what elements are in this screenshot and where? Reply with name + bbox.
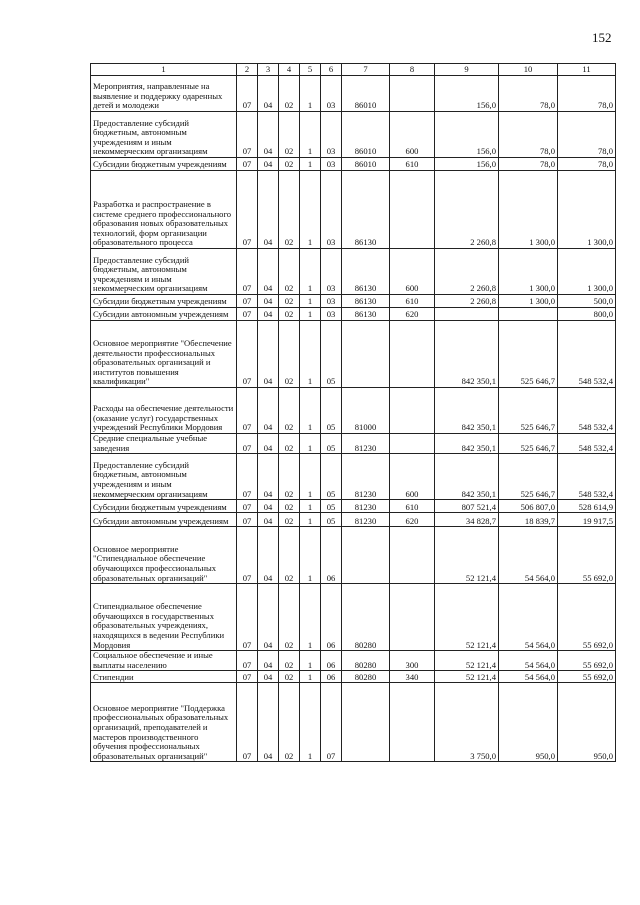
cell-col-7: 86010 <box>342 158 390 171</box>
table-body <box>91 76 616 762</box>
cell-col-10: 950,0 <box>499 683 558 762</box>
cell-col-5: 1 <box>300 112 321 158</box>
cell-col-11: 528 614,9 <box>558 500 616 513</box>
cell-col-11: 800,0 <box>558 308 616 321</box>
cell-col-7: 86010 <box>342 112 390 158</box>
cell-col-4: 02 <box>279 683 300 762</box>
cell-col-5: 1 <box>300 388 321 434</box>
cell-col-6: 06 <box>321 671 342 683</box>
cell-col-5: 1 <box>300 683 321 762</box>
cell-col-3: 04 <box>258 454 279 500</box>
cell-col-10: 1 300,0 <box>499 171 558 249</box>
row-name-cell: Мероприятия, направленные на выявление и поддержку одаренных детей и молодежи <box>91 76 237 112</box>
cell-col-3: 04 <box>258 683 279 762</box>
cell-col-2: 07 <box>237 500 258 513</box>
cell-col-3: 04 <box>258 388 279 434</box>
cell-col-8: 610 <box>390 295 435 308</box>
cell-col-2: 07 <box>237 249 258 295</box>
cell-col-7 <box>342 321 390 388</box>
cell-col-3: 04 <box>258 76 279 112</box>
cell-col-6: 06 <box>321 527 342 584</box>
cell-col-3: 04 <box>258 500 279 513</box>
table-row <box>91 651 616 671</box>
row-name-cell: Средние специальные учебные заведения <box>91 434 237 454</box>
cell-col-11: 1 300,0 <box>558 249 616 295</box>
cell-col-2: 07 <box>237 321 258 388</box>
cell-col-6: 03 <box>321 249 342 295</box>
cell-col-7: 81230 <box>342 500 390 513</box>
cell-col-10: 525 646,7 <box>499 454 558 500</box>
row-name-cell: Субсидии автономным учреждениям <box>91 308 237 321</box>
cell-col-4: 02 <box>279 454 300 500</box>
row-name-cell: Расходы на обеспечение деятельности (оказание услуг) государственных учреждений Республики Мордовия <box>91 388 237 434</box>
cell-col-5: 1 <box>300 513 321 527</box>
cell-col-10: 54 564,0 <box>499 584 558 651</box>
cell-col-2: 07 <box>237 584 258 651</box>
cell-col-2: 07 <box>237 454 258 500</box>
cell-col-3: 04 <box>258 308 279 321</box>
cell-col-10: 1 300,0 <box>499 295 558 308</box>
cell-col-4: 02 <box>279 527 300 584</box>
cell-col-2: 07 <box>237 76 258 112</box>
cell-col-11: 55 692,0 <box>558 584 616 651</box>
cell-col-7: 81230 <box>342 513 390 527</box>
cell-col-4: 02 <box>279 158 300 171</box>
cell-col-11: 78,0 <box>558 112 616 158</box>
cell-col-10: 525 646,7 <box>499 321 558 388</box>
cell-col-7: 86130 <box>342 171 390 249</box>
cell-col-3: 04 <box>258 584 279 651</box>
cell-col-7: 86130 <box>342 249 390 295</box>
row-name-cell: Субсидии бюджетным учреждениям <box>91 500 237 513</box>
cell-col-5: 1 <box>300 500 321 513</box>
table-header <box>91 64 616 76</box>
row-name-cell: Основное мероприятие "Обеспечение деятельности профессиональных образовательных организаций и институтов повышения квалификации" <box>91 321 237 388</box>
cell-col-7: 86130 <box>342 308 390 321</box>
table-row <box>91 388 616 434</box>
cell-col-8: 600 <box>390 112 435 158</box>
cell-col-2: 07 <box>237 171 258 249</box>
cell-col-8 <box>390 388 435 434</box>
cell-col-3: 04 <box>258 295 279 308</box>
budget-table <box>90 63 616 762</box>
cell-col-8: 610 <box>390 158 435 171</box>
cell-col-9: 156,0 <box>435 158 499 171</box>
cell-col-10: 525 646,7 <box>499 388 558 434</box>
row-name-cell: Разработка и распространение в системе среднего профессионального образования новых образовательных технологий, форм организации образовательного процесса <box>91 171 237 249</box>
table-row <box>91 500 616 513</box>
cell-col-5: 1 <box>300 308 321 321</box>
cell-col-4: 02 <box>279 513 300 527</box>
cell-col-2: 07 <box>237 112 258 158</box>
row-name-cell: Стипендии <box>91 671 237 683</box>
cell-col-6: 03 <box>321 112 342 158</box>
cell-col-7: 86010 <box>342 76 390 112</box>
cell-col-8: 300 <box>390 651 435 671</box>
table-row <box>91 683 616 762</box>
table-row <box>91 454 616 500</box>
cell-col-9: 807 521,4 <box>435 500 499 513</box>
cell-col-5: 1 <box>300 158 321 171</box>
cell-col-2: 07 <box>237 308 258 321</box>
cell-col-6: 06 <box>321 651 342 671</box>
column-header-5: 5 <box>300 64 321 76</box>
column-header-1: 1 <box>91 64 237 76</box>
cell-col-8: 620 <box>390 513 435 527</box>
cell-col-6: 07 <box>321 683 342 762</box>
cell-col-5: 1 <box>300 295 321 308</box>
cell-col-2: 07 <box>237 434 258 454</box>
cell-col-9 <box>435 308 499 321</box>
cell-col-7: 80280 <box>342 584 390 651</box>
cell-col-8 <box>390 683 435 762</box>
cell-col-7: 81000 <box>342 388 390 434</box>
cell-col-8 <box>390 171 435 249</box>
cell-col-8 <box>390 434 435 454</box>
cell-col-3: 04 <box>258 171 279 249</box>
cell-col-8 <box>390 76 435 112</box>
cell-col-4: 02 <box>279 434 300 454</box>
cell-col-6: 03 <box>321 295 342 308</box>
cell-col-11: 548 532,4 <box>558 388 616 434</box>
cell-col-8 <box>390 321 435 388</box>
table-row <box>91 171 616 249</box>
table-row <box>91 308 616 321</box>
cell-col-11: 950,0 <box>558 683 616 762</box>
column-header-9: 9 <box>435 64 499 76</box>
cell-col-2: 07 <box>237 388 258 434</box>
row-name-cell: Предоставление субсидий бюджетным, автономным учреждениям и иным некоммерческим организациям <box>91 454 237 500</box>
cell-col-7: 80280 <box>342 651 390 671</box>
cell-col-9: 156,0 <box>435 76 499 112</box>
cell-col-8 <box>390 527 435 584</box>
cell-col-9: 842 350,1 <box>435 434 499 454</box>
cell-col-3: 04 <box>258 513 279 527</box>
cell-col-11: 548 532,4 <box>558 321 616 388</box>
cell-col-2: 07 <box>237 527 258 584</box>
cell-col-2: 07 <box>237 513 258 527</box>
cell-col-7: 81230 <box>342 434 390 454</box>
cell-col-3: 04 <box>258 158 279 171</box>
cell-col-7: 81230 <box>342 454 390 500</box>
cell-col-4: 02 <box>279 249 300 295</box>
cell-col-8 <box>390 584 435 651</box>
cell-col-6: 05 <box>321 388 342 434</box>
cell-col-5: 1 <box>300 171 321 249</box>
cell-col-3: 04 <box>258 527 279 584</box>
cell-col-11: 55 692,0 <box>558 651 616 671</box>
cell-col-8: 620 <box>390 308 435 321</box>
cell-col-4: 02 <box>279 321 300 388</box>
table-row <box>91 76 616 112</box>
cell-col-9: 842 350,1 <box>435 321 499 388</box>
cell-col-10: 78,0 <box>499 76 558 112</box>
table-row <box>91 513 616 527</box>
cell-col-9: 52 121,4 <box>435 584 499 651</box>
cell-col-4: 02 <box>279 308 300 321</box>
cell-col-4: 02 <box>279 388 300 434</box>
cell-col-7 <box>342 683 390 762</box>
cell-col-6: 05 <box>321 454 342 500</box>
row-name-cell: Субсидии бюджетным учреждениям <box>91 295 237 308</box>
cell-col-9: 156,0 <box>435 112 499 158</box>
row-name-cell: Субсидии автономным учреждениям <box>91 513 237 527</box>
cell-col-6: 03 <box>321 158 342 171</box>
cell-col-11: 55 692,0 <box>558 527 616 584</box>
cell-col-10: 78,0 <box>499 112 558 158</box>
table-row <box>91 584 616 651</box>
cell-col-11: 548 532,4 <box>558 454 616 500</box>
cell-col-5: 1 <box>300 76 321 112</box>
column-header-6: 6 <box>321 64 342 76</box>
cell-col-3: 04 <box>258 671 279 683</box>
cell-col-9: 52 121,4 <box>435 651 499 671</box>
cell-col-2: 07 <box>237 158 258 171</box>
table-row <box>91 527 616 584</box>
cell-col-11: 500,0 <box>558 295 616 308</box>
cell-col-10: 54 564,0 <box>499 527 558 584</box>
page-number: 152 <box>592 30 612 45</box>
row-name-cell: Предоставление субсидий бюджетным, автономным учреждениям и иным некоммерческим организациям <box>91 112 237 158</box>
cell-col-8: 610 <box>390 500 435 513</box>
cell-col-8: 600 <box>390 454 435 500</box>
cell-col-6: 06 <box>321 584 342 651</box>
cell-col-6: 05 <box>321 513 342 527</box>
cell-col-4: 02 <box>279 500 300 513</box>
cell-col-5: 1 <box>300 527 321 584</box>
column-header-10: 10 <box>499 64 558 76</box>
cell-col-5: 1 <box>300 584 321 651</box>
cell-col-4: 02 <box>279 295 300 308</box>
cell-col-5: 1 <box>300 651 321 671</box>
column-header-7: 7 <box>342 64 390 76</box>
row-name-cell: Субсидии бюджетным учреждениям <box>91 158 237 171</box>
cell-col-2: 07 <box>237 651 258 671</box>
column-header-8: 8 <box>390 64 435 76</box>
cell-col-7: 86130 <box>342 295 390 308</box>
cell-col-4: 02 <box>279 112 300 158</box>
cell-col-10 <box>499 308 558 321</box>
row-name-cell: Предоставление субсидий бюджетным, автономным учреждениям и иным некоммерческим организациям <box>91 249 237 295</box>
cell-col-9: 34 828,7 <box>435 513 499 527</box>
cell-col-2: 07 <box>237 671 258 683</box>
cell-col-11: 1 300,0 <box>558 171 616 249</box>
cell-col-2: 07 <box>237 295 258 308</box>
cell-col-6: 03 <box>321 171 342 249</box>
cell-col-11: 19 917,5 <box>558 513 616 527</box>
table-row <box>91 321 616 388</box>
cell-col-5: 1 <box>300 454 321 500</box>
cell-col-9: 52 121,4 <box>435 671 499 683</box>
cell-col-4: 02 <box>279 671 300 683</box>
cell-col-6: 05 <box>321 321 342 388</box>
row-name-cell: Социальное обеспечение и иные выплаты населению <box>91 651 237 671</box>
cell-col-10: 18 839,7 <box>499 513 558 527</box>
cell-col-3: 04 <box>258 321 279 388</box>
cell-col-9: 3 750,0 <box>435 683 499 762</box>
cell-col-10: 54 564,0 <box>499 671 558 683</box>
cell-col-6: 05 <box>321 500 342 513</box>
cell-col-4: 02 <box>279 171 300 249</box>
cell-col-9: 2 260,8 <box>435 249 499 295</box>
row-name-cell: Основное мероприятие "Стипендиальное обеспечение обучающихся профессиональных образовательных организаций" <box>91 527 237 584</box>
table-row <box>91 295 616 308</box>
column-header-11: 11 <box>558 64 616 76</box>
cell-col-5: 1 <box>300 249 321 295</box>
cell-col-11: 78,0 <box>558 76 616 112</box>
table-row <box>91 671 616 683</box>
table-row <box>91 249 616 295</box>
row-name-cell: Основное мероприятие "Поддержка профессиональных образовательных организаций, преподавателей и мастеров производственного обучения профессиональных образовательных организаций" <box>91 683 237 762</box>
cell-col-6: 05 <box>321 434 342 454</box>
cell-col-10: 1 300,0 <box>499 249 558 295</box>
row-name-cell: Стипендиальное обеспечение обучающихся в государственных образовательных учреждениях, находящихся в ведении Республики Мордовия <box>91 584 237 651</box>
cell-col-5: 1 <box>300 321 321 388</box>
cell-col-11: 55 692,0 <box>558 671 616 683</box>
table-row <box>91 112 616 158</box>
cell-col-11: 78,0 <box>558 158 616 171</box>
table-row <box>91 158 616 171</box>
cell-col-9: 842 350,1 <box>435 388 499 434</box>
cell-col-7: 80280 <box>342 671 390 683</box>
cell-col-5: 1 <box>300 671 321 683</box>
cell-col-7 <box>342 527 390 584</box>
cell-col-9: 2 260,8 <box>435 171 499 249</box>
cell-col-9: 2 260,8 <box>435 295 499 308</box>
cell-col-8: 340 <box>390 671 435 683</box>
cell-col-3: 04 <box>258 651 279 671</box>
cell-col-5: 1 <box>300 434 321 454</box>
cell-col-10: 525 646,7 <box>499 434 558 454</box>
cell-col-4: 02 <box>279 76 300 112</box>
cell-col-10: 78,0 <box>499 158 558 171</box>
column-header-2: 2 <box>237 64 258 76</box>
cell-col-4: 02 <box>279 651 300 671</box>
column-header-3: 3 <box>258 64 279 76</box>
cell-col-6: 03 <box>321 76 342 112</box>
cell-col-9: 52 121,4 <box>435 527 499 584</box>
cell-col-10: 54 564,0 <box>499 651 558 671</box>
cell-col-9: 842 350,1 <box>435 454 499 500</box>
cell-col-3: 04 <box>258 249 279 295</box>
cell-col-4: 02 <box>279 584 300 651</box>
cell-col-3: 04 <box>258 112 279 158</box>
cell-col-10: 506 807,0 <box>499 500 558 513</box>
cell-col-11: 548 532,4 <box>558 434 616 454</box>
cell-col-6: 03 <box>321 308 342 321</box>
cell-col-8: 600 <box>390 249 435 295</box>
column-header-4: 4 <box>279 64 300 76</box>
table-row <box>91 434 616 454</box>
cell-col-2: 07 <box>237 683 258 762</box>
cell-col-3: 04 <box>258 434 279 454</box>
